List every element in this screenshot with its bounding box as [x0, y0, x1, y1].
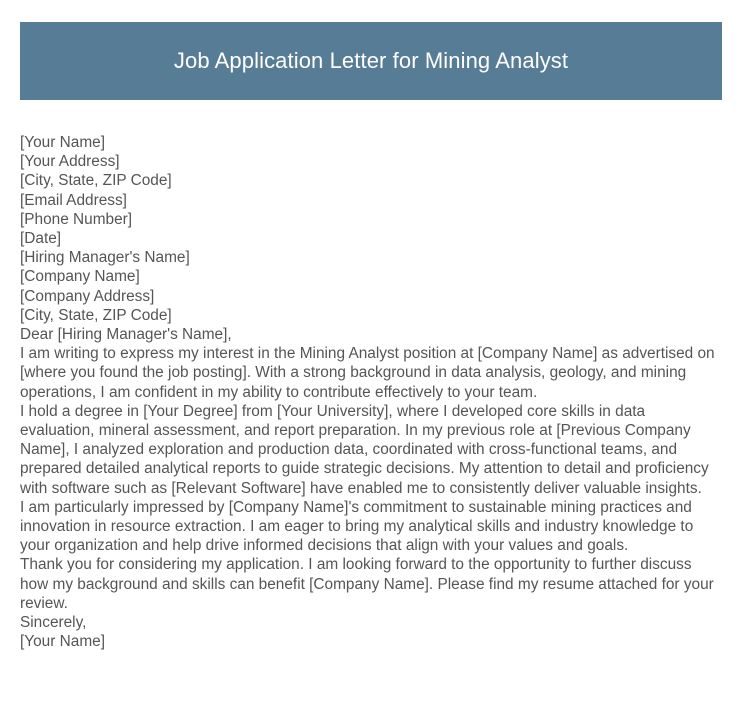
sender-line: [Email Address] — [20, 191, 127, 209]
document-header-banner — [20, 22, 722, 100]
letter-paragraph: I hold a degree in [Your Degree] from [Your University], where I developed core skills in data evaluation, mineral assessment, and report preparation. In my previous role at [Previous Company Name], I analyzed exploration and production data, coordinated with cross-functional teams, and prepared detailed analytical reports to guide strategic decisions. My attention to detail and proficiency with software such as [Relevant Software] have enabled me to consistently deliver valuable insights. — [20, 402, 709, 497]
recipient-line: [Company Name] — [20, 268, 140, 286]
letter-body — [20, 133, 722, 651]
salutation: Dear [Hiring Manager's Name], — [20, 326, 232, 344]
recipient-line: [Company Address] — [20, 287, 155, 305]
closing: Sincerely, — [20, 614, 87, 632]
sender-line: [Your Name] — [20, 134, 105, 151]
signature-name: [Your Name] — [20, 633, 105, 651]
sender-line: [City, State, ZIP Code] — [20, 172, 172, 190]
letter-text-block — [20, 133, 722, 651]
sender-line: [Your Address] — [20, 153, 120, 171]
recipient-line: [City, State, ZIP Code] — [20, 306, 172, 324]
recipient-line: [Hiring Manager's Name] — [20, 249, 190, 267]
sender-line: [Date] — [20, 230, 62, 248]
page-title: Job Application Letter for Mining Analyst — [173, 47, 569, 73]
sender-line: [Phone Number] — [20, 210, 133, 228]
letter-paragraph: Thank you for considering my application. I am looking forward to the opportunity to further discuss how my background and skills can benefit [Company Name]. Please find my resume attached for your review. — [20, 556, 714, 612]
letter-paragraph: I am particularly impressed by [Company Name]'s commitment to sustainable mining practices and innovation in resource extraction. I am eager to bring my analytical skills and industry knowledge to your organization and help drive informed decisions that align with your values and goals. — [20, 498, 694, 555]
letter-paragraph: I am writing to express my interest in the Mining Analyst position at [Company Name] as advertised on [where you found the job posting]. With a strong background in data analysis, geology, and mining operations, I am confident in my ability to contribute effectively to your team. — [20, 345, 715, 401]
